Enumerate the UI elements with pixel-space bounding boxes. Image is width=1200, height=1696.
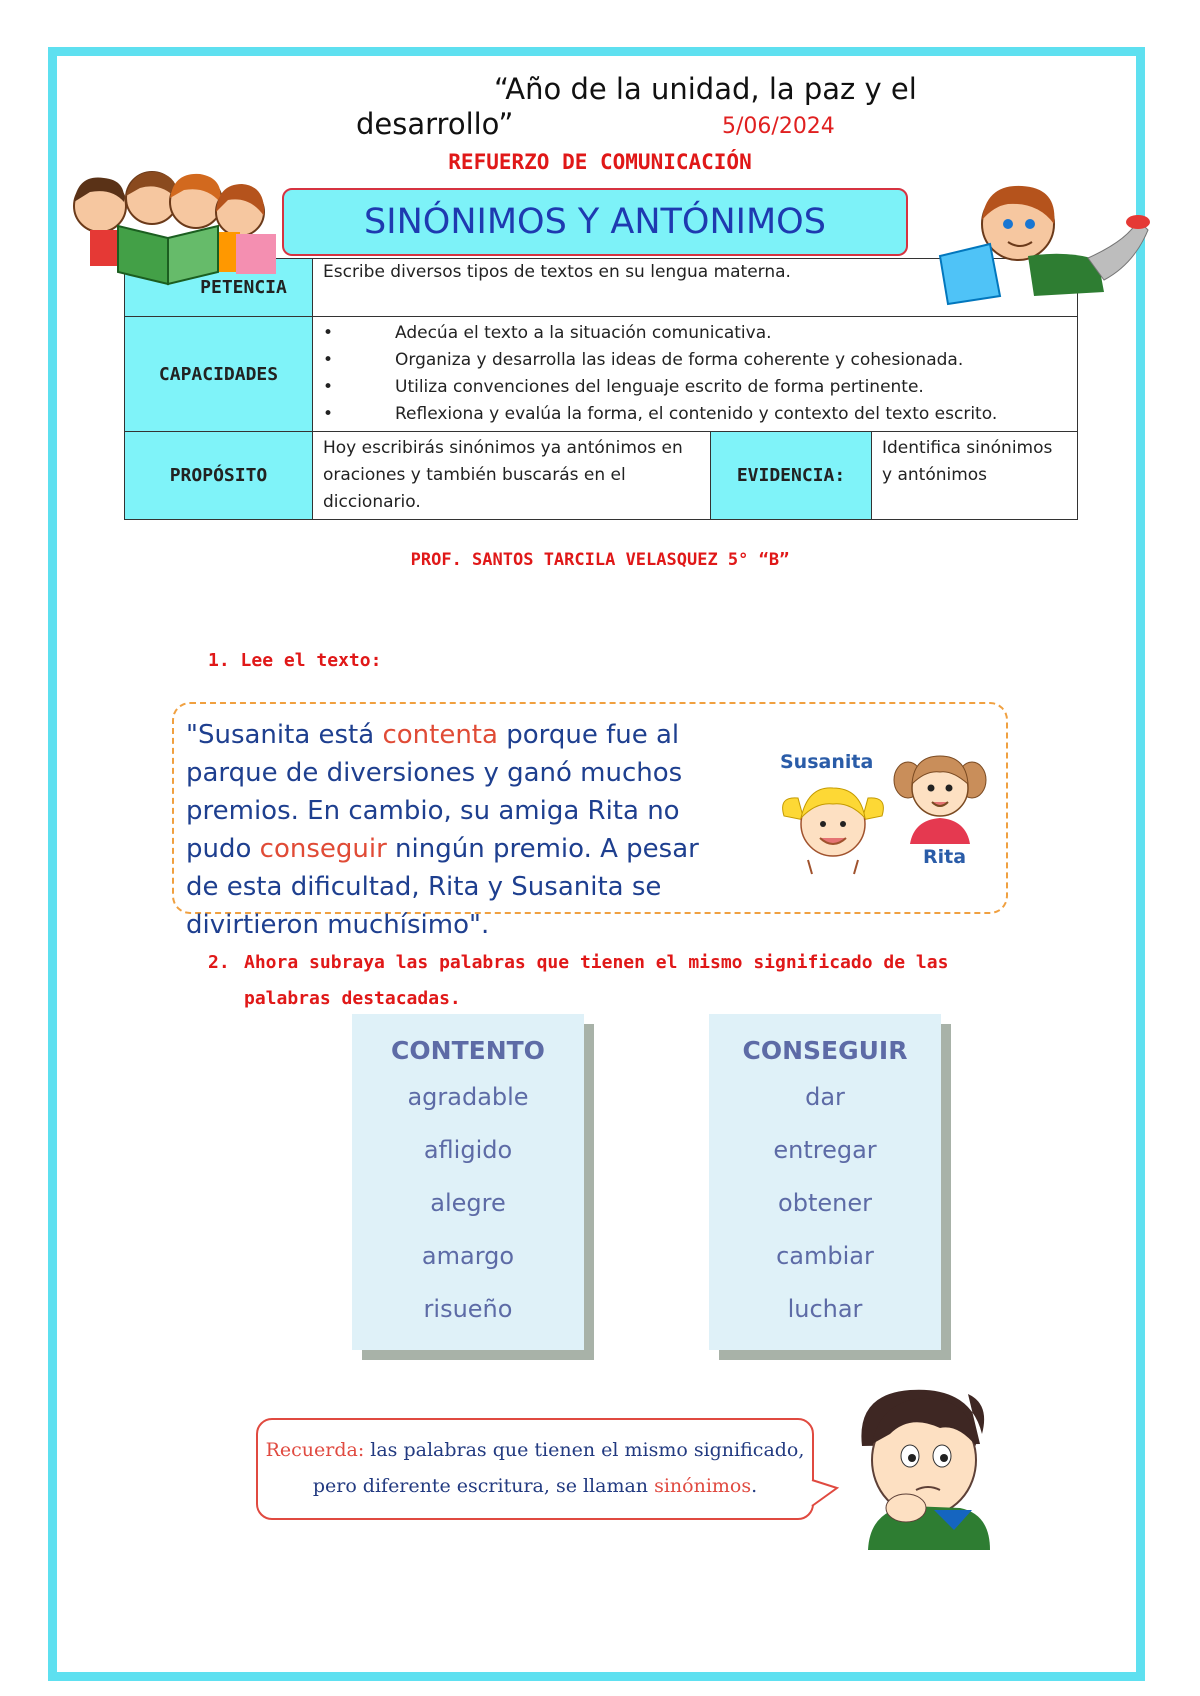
subject-heading: REFUERZO DE COMUNICACIÓN [448,150,752,174]
year-motto: “Año de la unidad, la paz y el desarrollo” [356,72,917,141]
rita-label: Rita [923,846,967,868]
proposito-label: PROPÓSITO [125,432,313,520]
susanita-illustration [778,776,888,876]
reading-passage: "Susanita está contenta porque fue al parque de diversiones y ganó muchos premios. En cambio, su amiga Rita no pudo conseguir ningún premio. A pesar de esta dificultad, Rita y Susanita se divirtieron muchísimo". [186,720,699,940]
evidencia-label: EVIDENCIA: [711,432,872,520]
word-option[interactable]: afligido [423,1136,513,1164]
instruction-1: 1. Lee el texto: [208,650,382,671]
card-title: CONTENTO [391,1036,545,1065]
word-option[interactable]: alegre [430,1189,506,1217]
thinking-boy-illustration [850,1384,1000,1550]
list-item: • Adecúa el texto a la situación comunicativa. [323,323,772,343]
teacher-name: PROF. SANTOS TARCILA VELASQUEZ 5° “B” [410,550,790,570]
word-option[interactable]: luchar [787,1295,863,1323]
competencia-text: Escribe diversos tipos de textos en su lengua materna. [313,259,1078,317]
page-title: SINÓNIMOS Y ANTÓNIMOS [282,188,908,256]
list-item: • Utiliza convenciones del lenguaje escrito de forma pertinente. [323,377,924,397]
list-item: • Reflexiona y evalúa la forma, el contenido y contexto del texto escrito. [323,404,998,424]
instruction-2: 2. Ahora subraya las palabras que tienen el mismo significado de las palabras destacadas. [208,952,949,1009]
reminder-bubble: Recuerda: las palabras que tienen el mismo significado, pero diferente escritura, se llaman sinónimos. [256,1418,814,1520]
competencia-label: PETENCIA [125,259,313,317]
evidencia-text: Identifica sinónimos y antónimos [872,432,1078,520]
kids-reading-illustration [60,168,286,286]
word-card-contento [352,1014,584,1350]
word-option[interactable]: cambiar [776,1242,874,1270]
word-option[interactable]: agradable [407,1083,529,1111]
list-item: • Organiza y desarrolla las ideas de forma coherente y cohesionada. [323,350,964,370]
word-option[interactable]: dar [805,1083,845,1111]
proposito-text: Hoy escribirás sinónimos ya antónimos en oraciones y también buscarás en el diccionario. [313,432,711,520]
date: 5/06/2024 [722,114,835,139]
word-card-conseguir [709,1014,941,1350]
capacidades-list [313,317,1078,432]
word-option[interactable]: entregar [773,1136,877,1164]
word-option[interactable]: amargo [421,1242,515,1270]
rita-illustration [890,744,990,844]
capacidades-label: CAPACIDADES [125,317,313,432]
word-option[interactable]: risueño [423,1295,513,1323]
info-table [124,258,1078,520]
card-title: CONSEGUIR [742,1036,908,1065]
bubble-tail [811,1478,841,1518]
word-option[interactable]: obtener [778,1189,872,1217]
susanita-label: Susanita [780,751,874,773]
boy-reading-illustration [938,180,1152,310]
